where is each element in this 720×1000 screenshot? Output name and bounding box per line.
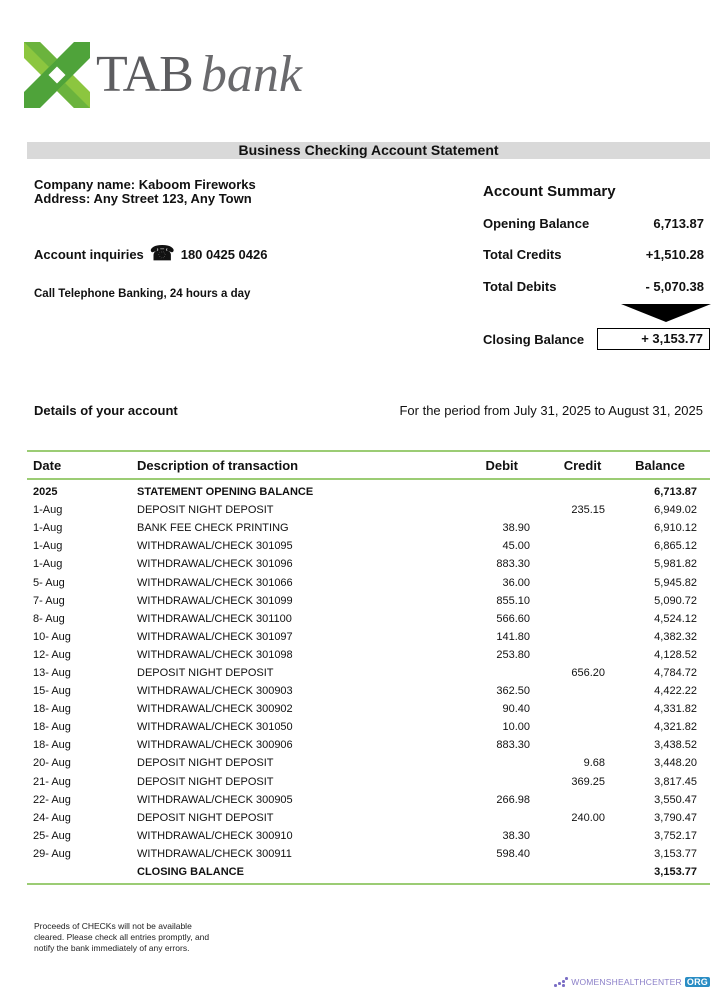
cell-date: 18- Aug bbox=[33, 721, 71, 734]
table-header bbox=[27, 450, 710, 480]
table-row bbox=[27, 791, 710, 809]
table-row bbox=[27, 863, 710, 881]
summary-value: +1,510.28 bbox=[645, 247, 704, 262]
cell-description: WITHDRAWAL/CHECK 301100 bbox=[137, 612, 292, 625]
summary-label: Total Credits bbox=[483, 247, 562, 262]
cell-date: 22- Aug bbox=[33, 793, 71, 806]
phone-number: 180 0425 0426 bbox=[180, 246, 268, 262]
cell-debit: 566.60 bbox=[496, 612, 530, 625]
statement-title: Business Checking Account Statement bbox=[27, 142, 710, 159]
cell-debit: 38.90 bbox=[502, 522, 530, 535]
cell-debit: 10.00 bbox=[502, 721, 530, 734]
cell-description: DEPOSIT NIGHT DEPOSIT bbox=[137, 757, 274, 770]
closing-balance-label: Closing Balance bbox=[483, 332, 585, 347]
table-row bbox=[27, 592, 710, 610]
table-row bbox=[27, 718, 710, 736]
cell-description: WITHDRAWAL/CHECK 301096 bbox=[137, 558, 293, 571]
cell-balance: 6,910.12 bbox=[654, 522, 697, 535]
table-row bbox=[27, 501, 710, 519]
phone-icon: ☎ bbox=[149, 243, 175, 265]
down-arrow-icon bbox=[621, 304, 711, 322]
cell-description: WITHDRAWAL/CHECK 300910 bbox=[137, 829, 293, 842]
cell-balance: 4,784.72 bbox=[654, 666, 697, 679]
header-date: Date bbox=[33, 457, 62, 473]
summary-label: Total Debits bbox=[483, 279, 557, 294]
cell-balance: 3,790.47 bbox=[654, 811, 697, 824]
cell-date: 13- Aug bbox=[33, 666, 71, 679]
cell-description: WITHDRAWAL/CHECK 301095 bbox=[137, 540, 293, 553]
summary-row-credits bbox=[483, 247, 704, 262]
inquiries-label: Account inquiries bbox=[34, 246, 144, 262]
table-row bbox=[27, 519, 710, 537]
cell-date: 18- Aug bbox=[33, 739, 71, 752]
table-row bbox=[27, 682, 710, 700]
cell-balance: 4,382.32 bbox=[654, 630, 697, 643]
table-row bbox=[27, 827, 710, 845]
cell-debit: 598.40 bbox=[496, 847, 530, 860]
table-row bbox=[27, 809, 710, 827]
cell-balance: 6,949.02 bbox=[654, 504, 697, 517]
cell-description: DEPOSIT NIGHT DEPOSIT bbox=[137, 504, 274, 517]
cell-balance: 3,438.52 bbox=[654, 739, 697, 752]
table-row bbox=[27, 573, 710, 591]
summary-value: - 5,070.38 bbox=[645, 279, 704, 294]
table-row bbox=[27, 610, 710, 628]
header-debit: Debit bbox=[485, 457, 518, 473]
x-logo-icon bbox=[24, 42, 90, 108]
header-description: Description of transaction bbox=[137, 457, 299, 473]
cell-description: WITHDRAWAL/CHECK 300906 bbox=[137, 739, 293, 752]
cell-date: 20- Aug bbox=[33, 757, 71, 770]
cell-date: 1-Aug bbox=[33, 504, 63, 517]
company-address: Address: Any Street 123, Any Town bbox=[34, 191, 252, 206]
cell-debit: 253.80 bbox=[496, 648, 530, 661]
watermark bbox=[554, 977, 710, 987]
cell-balance: 4,321.82 bbox=[654, 721, 697, 734]
header-credit: Credit bbox=[563, 457, 602, 473]
cell-description: BANK FEE CHECK PRINTING bbox=[137, 522, 289, 535]
cell-description: WITHDRAWAL/CHECK 300905 bbox=[137, 793, 293, 806]
cell-description: WITHDRAWAL/CHECK 300903 bbox=[137, 685, 293, 698]
table-row bbox=[27, 700, 710, 718]
company-info bbox=[34, 178, 256, 206]
footnote-line: Proceeds of CHECKs will not be available bbox=[34, 921, 192, 931]
watermark-text: WOMENSHEALTHCENTER bbox=[571, 977, 682, 987]
cell-date: 12- Aug bbox=[33, 648, 71, 661]
cell-balance: 3,817.45 bbox=[654, 775, 697, 788]
cell-date: 1-Aug bbox=[33, 558, 63, 571]
table-row bbox=[27, 555, 710, 573]
summary-row-debits bbox=[483, 279, 704, 294]
footnote-line: cleared. Please check all entries promptly, and bbox=[34, 932, 210, 942]
cell-description: DEPOSIT NIGHT DEPOSIT bbox=[137, 775, 274, 788]
cell-description: STATEMENT OPENING BALANCE bbox=[137, 486, 314, 499]
watermark-badge: ORG bbox=[686, 977, 708, 987]
cell-debit: 266.98 bbox=[496, 793, 530, 806]
table-row bbox=[27, 845, 710, 863]
cell-date: 29- Aug bbox=[33, 847, 71, 860]
cell-date: 21- Aug bbox=[33, 775, 71, 788]
cell-debit: 855.10 bbox=[496, 594, 530, 607]
table-row bbox=[27, 664, 710, 682]
summary-label: Opening Balance bbox=[483, 216, 590, 231]
summary-value: 6,713.87 bbox=[653, 216, 704, 231]
cell-description: WITHDRAWAL/CHECK 300902 bbox=[137, 703, 293, 716]
cell-description: CLOSING BALANCE bbox=[137, 866, 244, 879]
cell-date: 15- Aug bbox=[33, 685, 71, 698]
cell-date: 8- Aug bbox=[33, 612, 65, 625]
cell-description: WITHDRAWAL/CHECK 301066 bbox=[137, 576, 293, 589]
cell-balance: 3,448.20 bbox=[654, 757, 697, 770]
cell-credit: 369.25 bbox=[571, 775, 605, 788]
cell-balance: 6,713.87 bbox=[654, 486, 697, 499]
cell-balance: 4,128.52 bbox=[654, 648, 697, 661]
telephone-banking-note: Call Telephone Banking, 24 hours a day bbox=[34, 288, 251, 300]
cell-balance: 4,524.12 bbox=[654, 612, 697, 625]
cell-date: 2025 bbox=[33, 486, 58, 499]
cell-debit: 38.30 bbox=[502, 829, 530, 842]
company-name: Company name: Kaboom Fireworks bbox=[34, 177, 256, 192]
cell-balance: 4,331.82 bbox=[654, 703, 697, 716]
cell-description: DEPOSIT NIGHT DEPOSIT bbox=[137, 666, 274, 679]
table-row bbox=[27, 537, 710, 555]
cell-date: 7- Aug bbox=[33, 594, 65, 607]
table-row bbox=[27, 646, 710, 664]
cell-description: WITHDRAWAL/CHECK 300911 bbox=[137, 847, 292, 860]
table-body bbox=[27, 480, 710, 885]
table-row bbox=[27, 628, 710, 646]
footnote bbox=[34, 921, 274, 954]
cell-debit: 883.30 bbox=[496, 739, 530, 752]
cell-description: WITHDRAWAL/CHECK 301097 bbox=[137, 630, 293, 643]
cell-date: 24- Aug bbox=[33, 811, 71, 824]
cell-debit: 362.50 bbox=[496, 685, 530, 698]
table-row bbox=[27, 773, 710, 791]
closing-balance-value: + 3,153.77 bbox=[597, 328, 710, 350]
cell-balance: 6,865.12 bbox=[654, 540, 697, 553]
cell-debit: 36.00 bbox=[502, 576, 530, 589]
dots-icon bbox=[554, 977, 568, 987]
cell-date: 5- Aug bbox=[33, 576, 65, 589]
cell-date: 1-Aug bbox=[33, 540, 63, 553]
transactions-table bbox=[27, 450, 710, 885]
logo-text-bank: bank bbox=[200, 46, 302, 103]
tab-bank-logo bbox=[24, 42, 302, 108]
summary-row-opening bbox=[483, 216, 704, 231]
header-balance: Balance bbox=[635, 457, 685, 473]
cell-debit: 141.80 bbox=[496, 630, 530, 643]
details-label: Details of your account bbox=[34, 403, 178, 418]
cell-date: 18- Aug bbox=[33, 703, 71, 716]
cell-balance: 4,422.22 bbox=[654, 685, 697, 698]
cell-balance: 3,153.77 bbox=[654, 847, 697, 860]
cell-description: WITHDRAWAL/CHECK 301098 bbox=[137, 648, 293, 661]
logo-text-tab: TAB bbox=[96, 46, 193, 103]
cell-balance: 3,550.47 bbox=[654, 793, 697, 806]
account-inquiries bbox=[34, 243, 268, 265]
account-summary bbox=[483, 183, 710, 347]
table-row bbox=[27, 754, 710, 772]
cell-debit: 90.40 bbox=[502, 703, 530, 716]
cell-credit: 9.68 bbox=[583, 757, 605, 770]
statement-period: For the period from July 31, 2025 to August 31, 2025 bbox=[399, 403, 703, 418]
cell-balance: 3,752.17 bbox=[654, 829, 697, 842]
cell-balance: 5,945.82 bbox=[654, 576, 697, 589]
cell-debit: 45.00 bbox=[502, 540, 530, 553]
cell-credit: 240.00 bbox=[571, 811, 605, 824]
cell-date: 10- Aug bbox=[33, 630, 71, 643]
cell-date: 1-Aug bbox=[33, 522, 63, 535]
cell-balance: 3,153.77 bbox=[654, 866, 697, 879]
summary-row-closing bbox=[483, 332, 593, 347]
summary-title: Account Summary bbox=[483, 183, 616, 200]
footnote-line: notify the bank immediately of any errors. bbox=[34, 943, 190, 953]
cell-date: 25- Aug bbox=[33, 829, 71, 842]
table-row bbox=[27, 483, 710, 501]
cell-credit: 656.20 bbox=[571, 666, 605, 679]
cell-balance: 5,981.82 bbox=[654, 558, 697, 571]
cell-description: WITHDRAWAL/CHECK 301099 bbox=[137, 594, 293, 607]
cell-description: DEPOSIT NIGHT DEPOSIT bbox=[137, 811, 274, 824]
cell-description: WITHDRAWAL/CHECK 301050 bbox=[137, 721, 293, 734]
cell-credit: 235.15 bbox=[571, 504, 605, 517]
table-row bbox=[27, 736, 710, 754]
cell-debit: 883.30 bbox=[496, 558, 530, 571]
cell-balance: 5,090.72 bbox=[654, 594, 697, 607]
